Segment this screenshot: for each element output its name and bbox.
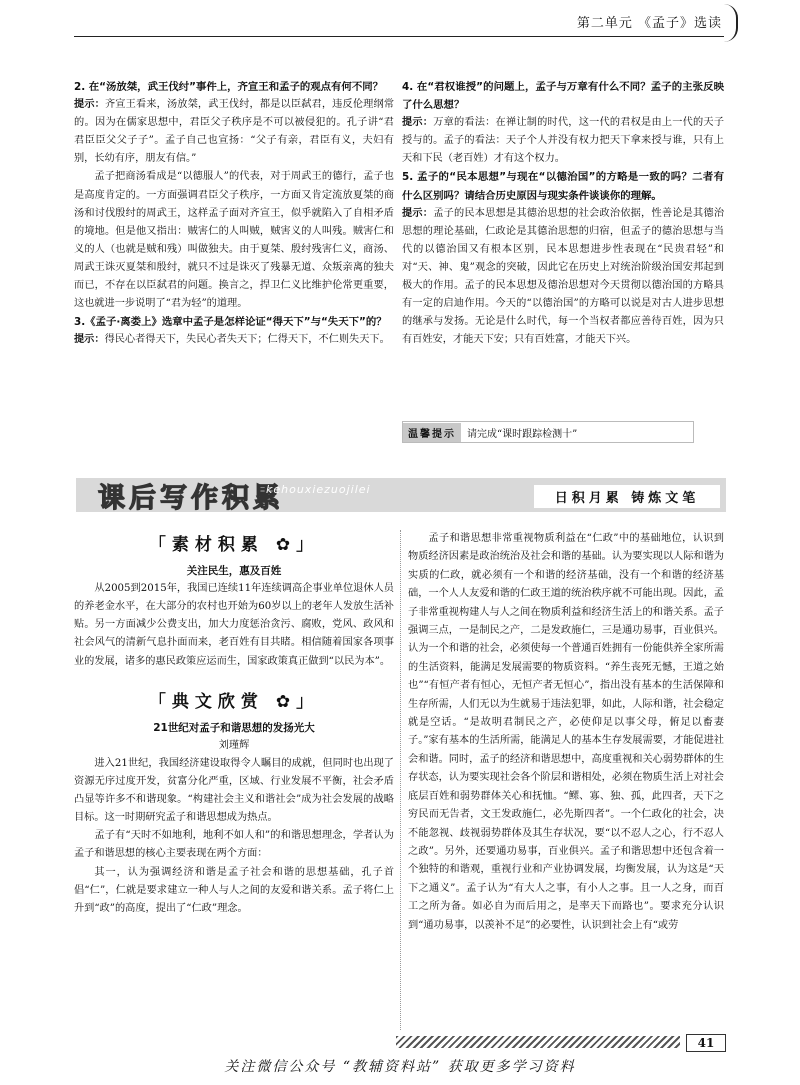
material-body: 从2005到2015年，我国已连续11年连续调高企事业单位退休人员的养老金水平，在大部分的农村也开始为60岁以上的老年人发放生活补贴。另一方面减少公费支出，加大力度惩治贪污、腐败，党风、政风和社会风气的清新气息扑面而来，老百姓有目共睹。相信随着国家各项事业的发展，诸多的惠民政策应运而生，国家政策真正做到“以民为本”。	[74, 583, 394, 667]
column-divider	[400, 530, 401, 1030]
classic-paragraph-1: 进入21世纪，我国经济建设取得令人瞩目的成就，但同时也出现了资源无序过度开发，贫富分化严重，区域、行业发展不平衡，社会矛盾凸显等许多不和谐现象。“构建社会主义和谐社会”成为社会发展的战略目标。这一时期研究孟子和谐思想成为热点。	[74, 757, 394, 824]
right-top-column	[402, 78, 724, 349]
banner-title: 课后写作积累	[98, 483, 284, 514]
banner-motto: 日积月累 铸炼文笔	[534, 485, 720, 508]
warm-tip-tag: 温馨提示	[403, 423, 461, 442]
answer-2-paragraph-2: 孟子把商汤看成是“以德服人”的代表，对于周武王的德行，孟子也是高度肯定的。一方面强调君臣父子秩序，一方面又肯定流放夏桀的商汤和讨伐殷纣的周武王，这样孟子面对齐宣王，似乎就陷入了自相矛盾的境地。但是他又指出：贼害仁的人叫贼，贼害义的人叫残。贼害仁和义的人（也就是贼和残）叫做独夫。由于夏桀、殷纣残害仁义，商汤、周武王诛灭夏桀和殷纣，就只不过是诛灭了残暴无道、众叛亲离的独夫而已，不存在以臣弑君的问题。换言之，捍卫仁义比维护伦常更重要，这也就进一步说明了“君为轻”的道理。	[74, 171, 394, 310]
question-3: 3.《孟子·离娄上》选章中孟子是怎样论证“得天下”与“失天下”的？	[74, 316, 387, 329]
classic-author: 刘瑾辉	[218, 739, 250, 751]
classic-continuation: 孟子和谐思想非常重视物质利益在“仁政”中的基础地位，认识到物质经济因素是政治统治及社会和谐的基础。认为要实现以人际和谐为实质的仁政，就必须有一个和谐的经济基础，没有一个和谐的经济基础，一个人人友爱和谐的仁政王道的统治秩序就不可能出现。因此，孟子非常重视构建人与人之间在物质利益和经济生活上的和谐关系。孟子强调三点，一是制民之产，二是发政施仁，三是通功易事，百业俱兴。认为一个和谐的社会，必须使每一个普通百姓拥有一份能供养全家所需的生活资料，能满足发展需要的物质资料。“养生丧死无憾，王道之始也”“有恒产者有恒心，无恒产者无恒心”，指出没有基本的生活保障和生存所需，人们无以为生就易于违法犯罪，如此，人际和谐，社会稳定就是空话。“是故明君制民之产，必使仰足以事父母，俯足以畜妻子。”家有基本的生活所需，能满足人的基本生存发展需要，才能促进社会和谐。同时，孟子的经济和谐思想中，高度重视和关心弱势群体的生存状态，认为要实现社会各个阶层和谐相处，必须在物质生活上对社会底层百姓和弱势群体关心和抚恤。“鳏、寡、独、孤，此四者，天下之穷民而无告者，文王发政施仁，必先斯四者”。一个仁政化的社会，决不能忽视、歧视弱势群体及其生存状况，要“以不忍人之心，行不忍人之政”。另外，还要通功易事，百业俱兴。孟子和谐思想中还包含着一个独特的和谐观，重视行业和产业协调发展，均衡发展，认为这是“天下之通义”。孟子认为“有大人之事，有小人之事。且一人之身，而百工之所为备。如必自为而后用之，是率天下而路也”。要求充分认识到“通功易事，以羡补不足”的必要性，认识到社会上有“或劳	[408, 533, 724, 931]
page-number-stripes	[396, 1036, 680, 1048]
classic-section-title: 「典文欣赏 ✿」	[148, 691, 320, 712]
answer-5-label: 提示：	[402, 207, 434, 219]
answer-4-label: 提示：	[402, 117, 434, 129]
warm-tip-box	[402, 421, 694, 443]
banner-pinyin: kehouxiezuojilei	[266, 483, 371, 496]
classic-article-title: 21世纪对孟子和谐思想的发扬光大	[153, 721, 315, 734]
material-section-title: 「素材积累 ✿」	[148, 535, 320, 555]
right-bottom-column	[408, 530, 724, 935]
left-bottom-column	[74, 536, 394, 918]
header-curve-decoration	[724, 4, 738, 42]
question-2: 2. 在“汤放桀，武王伐纣”事件上，齐宣王和孟子的观点有何不同？	[74, 81, 383, 93]
classic-paragraph-2: 孟子有“天时不如地利，地利不如人和”的和谐思想理念，学者认为孟子和谐思想的核心主要表现在两个方面：	[74, 830, 394, 860]
answer-2-text: 齐宣王看来，汤放桀，武王伐纣，都是以臣弑君，违反伦理纲常的。因为在儒家思想中，君臣父子秩序是不可以被侵犯的。孔子讲“君君臣臣父父子子”。孟子自己也宣扬：“父子有亲，君臣有义，夫妇有别，长幼有序，朋友有信。”	[74, 99, 395, 165]
answer-5-text: 孟子的民本思想是其德治思想的社会政治依据，性善论是其德治思想的理论基础，仁政论是其德治思想的归宿，但孟子的德治思想与当代的以德治国又有根本区别，民本思想进步性表现在“民贵君轻”和对“天、神、鬼”观念的突破，因此它在历史上对统治阶级治国安邦起到极大的作用。孟子的民本思想及德治思想对今天贯彻以德治国的方略具有一定的启迪作用。今天的“以德治国”的方略可以说是对古人进步思想的继承与发扬。无论是什么时代，每一个当权者都应善待百姓，因为只有百姓安，才能天下安；只有百姓富，才能天下兴。	[402, 207, 725, 346]
answer-3-label: 提示：	[74, 334, 105, 346]
classic-paragraph-3: 其一，认为强调经济和谐是孟子社会和谐的思想基础，孔子首倡“仁”，仁就是要求建立一种人与人之间的友爱和谐关系。孟子将仁上升到“政”的高度，提出了“仁政”理念。	[74, 866, 394, 914]
question-5: 5. 孟子的“民本思想”与现在“以德治国”的方略是一致的吗？二者有什么区别吗？请结合历史原因与现实条件谈谈你的理解。	[402, 171, 724, 202]
answer-3-text: 得民心者得天下，失民心者失天下；仁得天下，不仁则失天下。	[104, 334, 390, 346]
left-top-column	[74, 78, 394, 349]
header-rule	[74, 36, 724, 37]
answer-4-text: 万章的看法：在禅让制的时代，这一代的君权是由上一代的天子授与的。孟子的看法：天子个人并没有权力把天下拿来授与谁，只有上天和下民（老百姓）才有这个权力。	[402, 117, 725, 165]
footer-note: 关注微信公众号 “教辅资料站” 获取更多学习资料	[224, 1059, 576, 1075]
unit-header: 第二单元 《孟子》选读	[576, 16, 722, 31]
page-number: 41	[686, 1034, 726, 1052]
warm-tip-text: 请完成“课时跟踪检测十”	[467, 428, 578, 440]
question-4: 4. 在“君权谁授”的问题上，孟子与万章有什么不同？孟子的主张反映了什么思想？	[402, 81, 724, 112]
material-article-title: 关注民生，惠及百姓	[186, 565, 282, 578]
answer-2-label: 提示：	[74, 99, 105, 111]
